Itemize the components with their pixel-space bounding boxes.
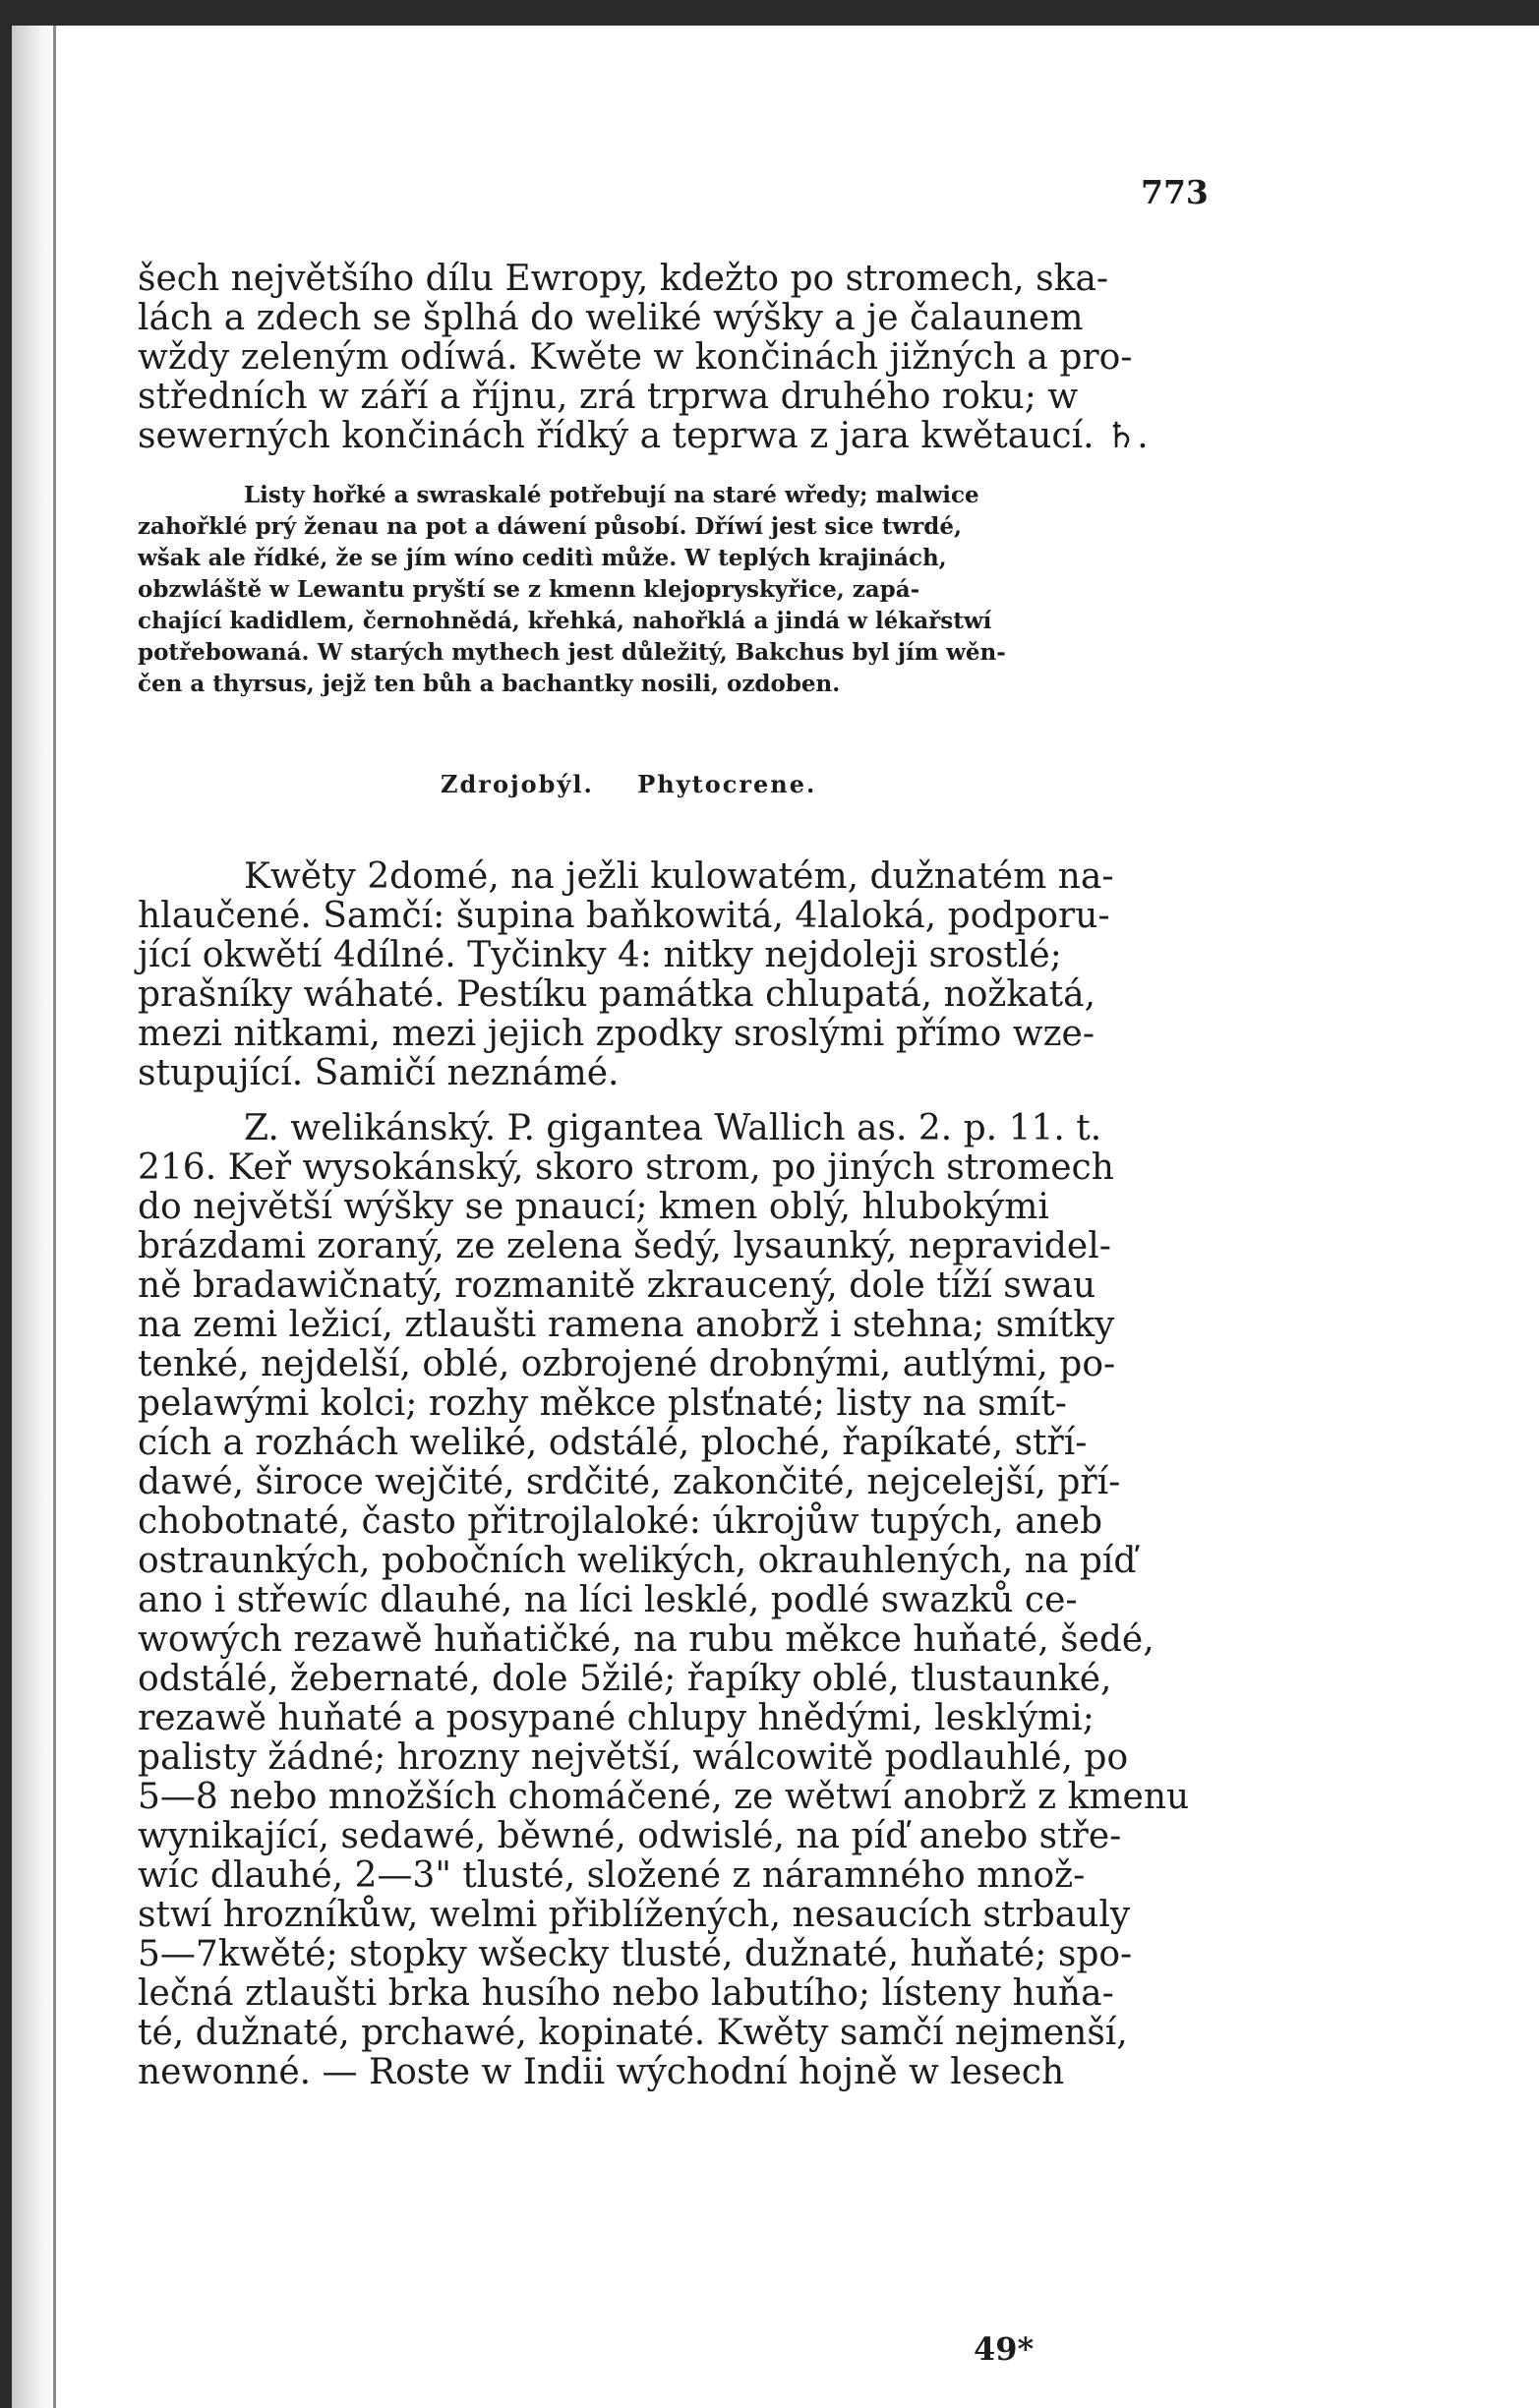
scan-top-border xyxy=(0,0,1539,26)
text-line: ostraunkých, pobočních welikých, okrauhlených, na píď xyxy=(138,1541,1137,1581)
text-line: wždy zeleným odíwá. Kwěte w končinách jižných a pro- xyxy=(138,337,1133,378)
text-line: wíc dlauhé, 2—3" tlusté, složené z náramného množ- xyxy=(138,1855,1086,1896)
text-line: stwí hrozníkůw, welmi přiblížených, nesaucích strbauly xyxy=(138,1895,1131,1935)
note-line: čen a thyrsus, jejž ten bůh a bachantky nosili, ozdoben. xyxy=(138,671,841,697)
text-line: středních w září a říjnu, zrá trprwa druhého roku; w xyxy=(138,377,1079,417)
text-line: na zemi ležicí, ztlaušti ramena anobrž i stehna; smítky xyxy=(138,1305,1115,1345)
text-line: té, dužnaté, prchawé, kopinaté. Kwěty samčí nejmenší, xyxy=(138,2013,1128,2053)
text-line: tenké, nejdelší, oblé, ozbrojené drobnými, autlými, po- xyxy=(138,1344,1116,1384)
scan-left-border xyxy=(0,0,12,2408)
note-line: chající kadidlem, černohnědá, křehká, nahořklá a jindá w lékařstwí xyxy=(138,608,992,634)
text-line: brázdami zoraný, ze zelena šedý, lysaunký, nepravidel- xyxy=(138,1226,1111,1266)
text-line: dawé, široce wejčité, srdčité, zakončité, nejcelejší, pří- xyxy=(138,1462,1121,1502)
text-line: stupující. Samičí neznámé. xyxy=(138,1053,620,1093)
text-line: do největší wýšky se pnaucí; kmen oblý, hlubokými xyxy=(138,1187,1049,1227)
page-number: 773 xyxy=(1141,173,1209,211)
text-line: šech největšího dílu Ewropy, kdežto po stromech, ska- xyxy=(138,259,1109,299)
text-line: mezi nitkami, mezi jejich zpodky sroslými přímo wze- xyxy=(138,1014,1095,1054)
genus-name-czech: Zdrojobýl. xyxy=(441,770,594,798)
note-line: potřebowaná. W starých mythech jest důležitý, Bakchus byl jím wěn- xyxy=(138,639,1006,666)
text-line: hlaučené. Samčí: šupina baňkowitá, 4laloká, podporu- xyxy=(138,896,1110,936)
text-line: 5—7kwěté; stopky wšecky tlusté, dužnaté, huňaté; spo- xyxy=(138,1934,1133,1974)
printer-signature-mark: 49* xyxy=(974,2330,1035,2368)
genus-name-latin: Phytocrene. xyxy=(637,770,817,798)
text-line: wowých rezawě huňatičké, na rubu měkce huňaté, šedé, xyxy=(138,1619,1154,1660)
text-line: chobotnaté, často přitrojlaloké: úkrojůw tupých, aneb xyxy=(138,1501,1103,1542)
text-line: wynikající, sedawé, běwné, odwislé, na píď anebo stře- xyxy=(138,1816,1122,1856)
text-line: Kwěty 2domé, na ježli kulowatém, dužnatém na- xyxy=(244,856,1114,897)
text-line: lečná ztlaušti brka husího nebo labutího; lístenу huňa- xyxy=(138,1973,1114,2014)
text-line: jící okwětí 4dílné. Tyčinky 4: nitky nejdoleji srostlé; xyxy=(138,935,1062,975)
text-line: sewerných končinách řídký a teprwa z jara kwětaucí. ♄. xyxy=(138,416,1149,456)
text-line: newonné. — Roste w Indii wýchodní hojně w lesech xyxy=(138,2052,1065,2092)
text-line: lách a zdech se šplhá do weliké wýšky a je čalaunem xyxy=(138,298,1084,338)
text-line: 5—8 nebo množších chomáčené, ze wětwí anobrž z kmenu xyxy=(138,1777,1190,1817)
text-line: pelawými kolci; rozhy měkce plsťnaté; listy na smít- xyxy=(138,1383,1067,1424)
genus-heading xyxy=(441,770,850,798)
text-line: odstálé, žebernaté, dole 5žilé; řapíky oblé, tlustaunké, xyxy=(138,1659,1112,1699)
text-line: ano i střewíc dlauhé, na líci lesklé, podlé swazků ce- xyxy=(138,1580,1078,1620)
text-line: Z. welikánský. P. gigantea Wallich as. 2. p. 11. t. xyxy=(244,1108,1102,1148)
text-line: ně bradawičnatý, rozmanitě zkraucený, dole tíží swau xyxy=(138,1265,1096,1306)
book-gutter-shadow xyxy=(12,26,55,2408)
text-line: cích a rozhách weliké, odstálé, ploché, řapíkaté, stří- xyxy=(138,1423,1088,1463)
note-line: Listy hořké a swraskalé potřebují na staré wředy; malwice xyxy=(244,482,979,508)
note-line: zahořklé prý ženau na pot a dáwení působí. Dříwí jest sice twrdé, xyxy=(138,513,962,540)
note-line: obzwláště w Lewantu pryští se z kmenn klejopryskyřice, zapá- xyxy=(138,576,920,603)
text-line: palisty žádné; hrozny největší, wálcowitě podlauhlé, po xyxy=(138,1737,1129,1778)
text-line: rezawě huňaté a posypané chlupy hnědými, lesklými; xyxy=(138,1698,1095,1738)
text-line: prašníky wáhaté. Pestíku památka chlupatá, nožkatá, xyxy=(138,974,1096,1015)
page-edge-line xyxy=(53,26,56,2408)
text-line: 216. Keř wysokánský, skoro strom, po jiných stromech xyxy=(138,1147,1114,1188)
note-line: wšak ale řídké, že se jím wíno ceditì může. W teplých krajinách, xyxy=(138,545,947,571)
